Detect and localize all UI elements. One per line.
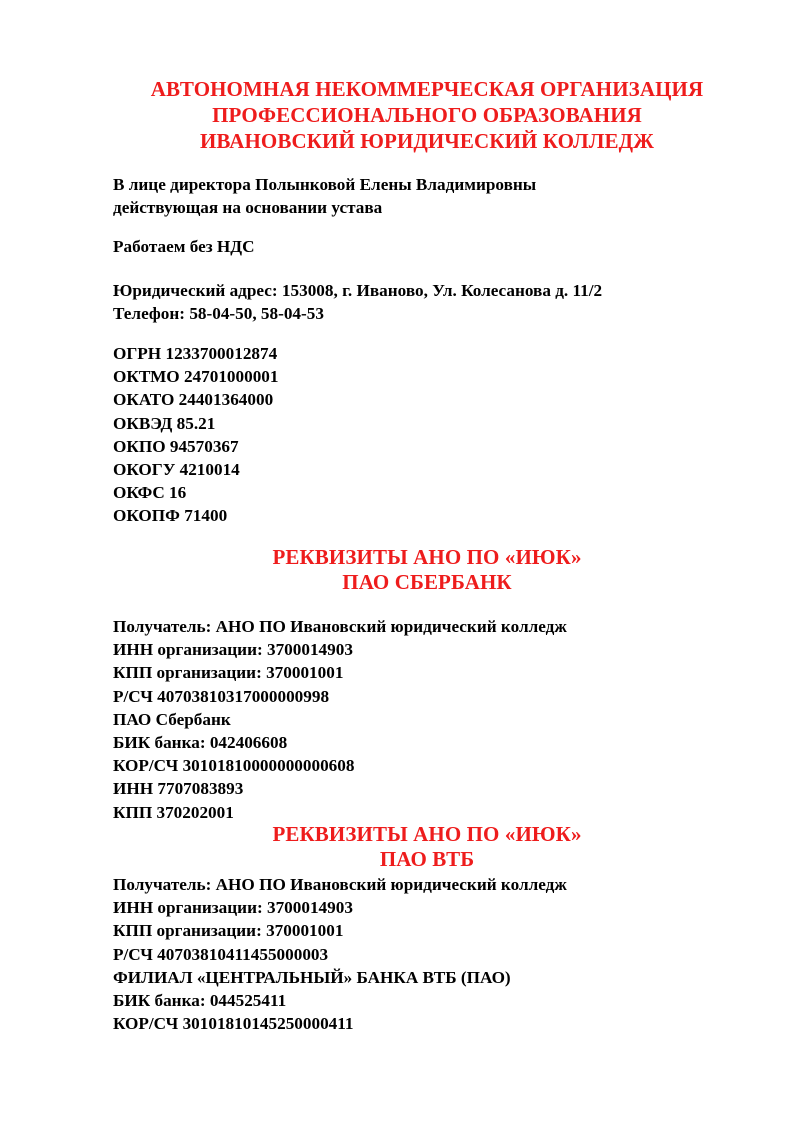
requisite-line: БИК банка: 042406608 <box>113 733 288 753</box>
requisite-line: ИНН организации: 3700014903 <box>113 898 353 918</box>
legal-address: Юридический адрес: 153008, г. Иваново, Ул. Колесанова д. 11/2 <box>113 281 603 300</box>
vat-line: Работаем без НДС <box>113 237 255 256</box>
requisite-line: ИНН организации: 3700014903 <box>113 640 353 660</box>
code-item: ОКОПФ 71400 <box>113 506 228 526</box>
bank-title: ПАО СБЕРБАНК <box>342 570 512 594</box>
requisite-line: КПП 370202001 <box>113 802 234 822</box>
director-info <box>0 173 536 219</box>
vat-status <box>0 235 255 258</box>
requisite-line: Р/СЧ 40703810411455000003 <box>113 944 329 964</box>
vtb-requisites-heading <box>0 822 794 872</box>
code-item: ОКОГУ 4210014 <box>113 460 240 480</box>
code-item: ОКВЭД 85.21 <box>113 413 216 433</box>
code-item: ОКФС 16 <box>113 483 187 503</box>
director-line: В лице директора Полынковой Елены Владимировны <box>113 175 537 194</box>
requisite-line: КОР/СЧ 30101810000000000608 <box>113 756 355 776</box>
sber-requisites <box>0 615 567 824</box>
vtb-requisites <box>0 873 567 1035</box>
code-item: ОКПО 94570367 <box>113 436 239 456</box>
requisite-line: ПАО Сбербанк <box>113 709 231 729</box>
requisite-line: Р/СЧ 40703810317000000998 <box>113 686 330 706</box>
organization-title <box>0 76 794 154</box>
requisite-line: КОР/СЧ 30101810145250000411 <box>113 1014 354 1034</box>
phone-numbers: Телефон: 58-04-50, 58-04-53 <box>113 304 324 324</box>
requisite-line: ФИЛИАЛ «ЦЕНТРАЛЬНЫЙ» БАНКА ВТБ (ПАО) <box>113 967 511 987</box>
requisite-line: Получатель: АНО ПО Ивановский юридический колледж <box>113 875 567 894</box>
requisites-title: РЕКВИЗИТЫ АНО ПО «ИЮК» <box>272 822 582 846</box>
bank-title: ПАО ВТБ <box>379 847 475 871</box>
requisite-line: КПП организации: 370001001 <box>113 921 344 941</box>
code-item: ОКТМО 24701000001 <box>113 367 279 387</box>
code-item: ОКАТО 24401364000 <box>113 390 274 410</box>
organization-title-line: АВТОНОМНАЯ НЕКОММЕРЧЕСКАЯ ОРГАНИЗАЦИЯ <box>150 77 704 101</box>
requisite-line: БИК банка: 044525411 <box>113 991 287 1011</box>
organization-title-line: ПРОФЕССИОНАЛЬНОГО ОБРАЗОВАНИЯ <box>212 103 642 127</box>
contact-info <box>0 279 602 325</box>
organization-title-line: ИВАНОВСКИЙ ЮРИДИЧЕСКИЙ КОЛЛЕДЖ <box>200 129 654 153</box>
requisite-line: ИНН 7707083893 <box>113 779 244 799</box>
authority-line: действующая на основании устава <box>113 198 383 218</box>
requisites-title: РЕКВИЗИТЫ АНО ПО «ИЮК» <box>272 545 582 569</box>
code-item: ОГРН 1233700012874 <box>113 344 278 363</box>
registration-codes <box>0 342 279 528</box>
requisite-line: Получатель: АНО ПО Ивановский юридический колледж <box>113 617 567 636</box>
requisite-line: КПП организации: 370001001 <box>113 663 344 683</box>
sber-requisites-heading <box>0 545 794 595</box>
